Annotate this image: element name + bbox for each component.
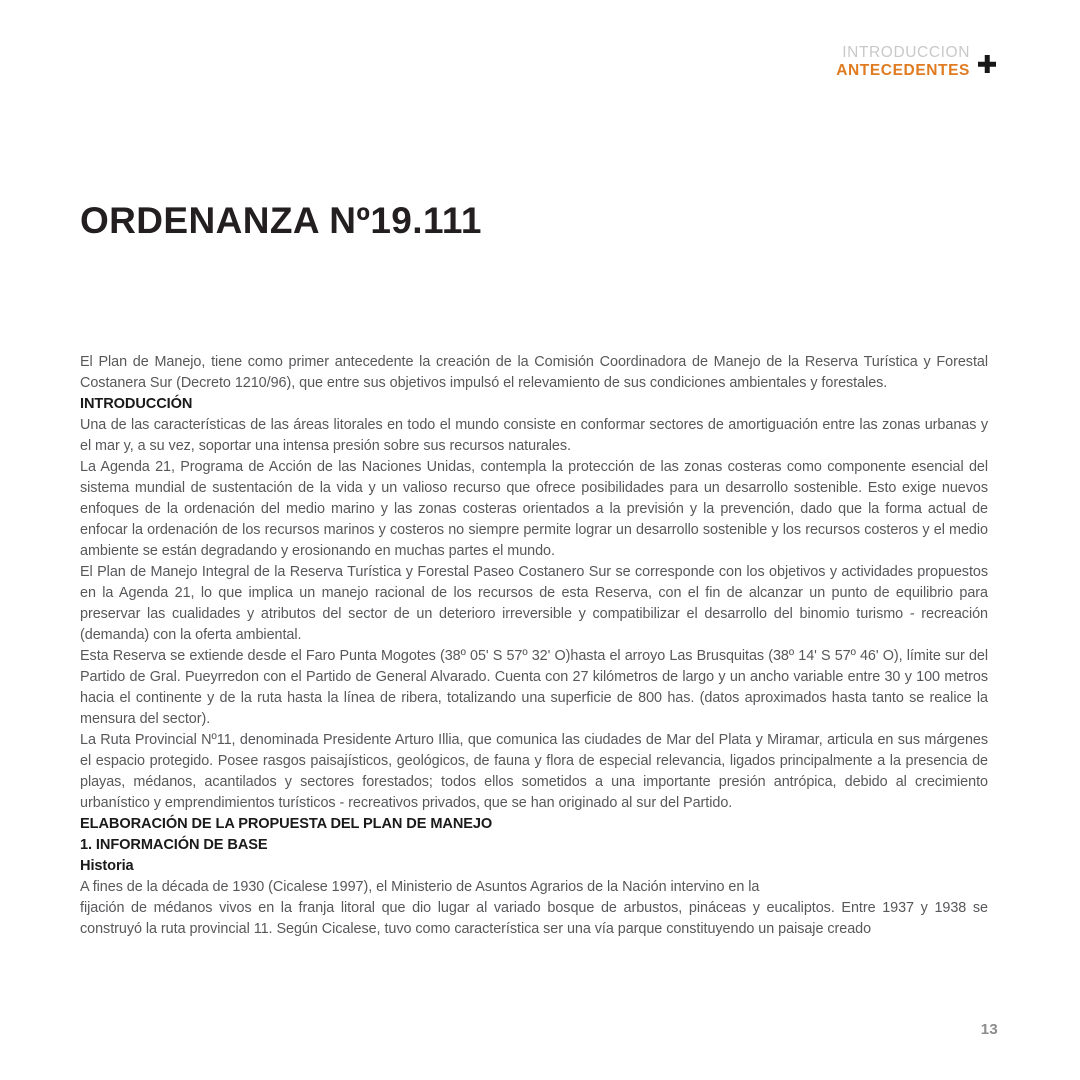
heading-informacion-de-base: 1. INFORMACIÓN DE BASE: [80, 837, 268, 853]
paragraph-extension-reserva: Esta Reserva se extiende desde el Faro Punta Mogotes (38º 05' S 57º 32' O)hasta el arroyo Las Brusquitas (38º 14' S 57º 46' O), límite sur del Partido de Gral. Pueyrredon con el Partido de General Alvarado. Cuenta con 27 kilómetros de largo y un ancho variable entre 30 y 100 metros hacia el continente y de la ruta hasta la línea de ribera, totalizando una superficie de 800 has. (datos aproximados hasta tanto se realice la mensura del sector).: [80, 648, 988, 727]
page-header: [836, 44, 998, 81]
paragraph-historia-line-1: A fines de la década de 1930 (Cicalese 1997), el Ministerio de Asuntos Agrarios de la Nación intervino en la: [80, 879, 760, 895]
heading-elaboracion-propuesta: ELABORACIÓN DE LA PROPUESTA DEL PLAN DE MANEJO: [80, 816, 493, 832]
paragraph-historia-line-2: fijación de médanos vivos en la franja litoral que dio lugar al variado bosque de arbustos, pináceas y eucaliptos. Entre 1937 y 1938 se construyó la ruta provincial 11. Según Cicalese, tuvo como característica ser una vía parque constituyendo un paisaje creado: [80, 900, 988, 937]
header-section-labels: [836, 44, 970, 81]
heading-historia: Historia: [80, 858, 134, 874]
document-body: [80, 352, 988, 940]
page-title: ORDENANZA Nº19.111: [80, 200, 482, 241]
paragraph-agenda-21: La Agenda 21, Programa de Acción de las Naciones Unidas, contempla la protección de las zonas costeras como componente esencial del sistema mundial de sustentación de la vida y un valioso recurso que ofrece posibilidades para un desarrollo sostenible. Esto exige nuevos enfoques de la ordenación del medio marino y las zonas costeras orientados a la previsión y la prevención, dado que la forma actual de enfocar la ordenación de los recursos marinos y costeros no siempre permite lograr un desarrollo sostenible y los recursos costeros y el medio ambiente se están degradando y erosionando en muchas partes el mundo.: [80, 459, 988, 559]
paragraph-ruta-provincial: La Ruta Provincial Nº11, denominada Presidente Arturo Illia, que comunica las ciudades de Mar del Plata y Miramar, articula en sus márgenes el espacio protegido. Posee rasgos paisajísticos, geológicos, de fauna y flora de especial relevancia, ligados principalmente a la presencia de playas, médanos, acantilados y sectores forestados; todos ellos sometidos a una importante presión antrópica, debido al crecimiento urbanístico y emprendimientos turísticos - recreativos privados, que se han originado al sur del Partido.: [80, 732, 988, 811]
heading-introduccion: INTRODUCCIÓN: [80, 396, 193, 412]
header-section-antecedentes: ANTECEDENTES: [836, 62, 970, 80]
page-number: 13: [980, 1021, 998, 1038]
plus-icon: [976, 53, 998, 75]
paragraph-plan-manejo-integral: El Plan de Manejo Integral de la Reserva Turística y Forestal Paseo Costanero Sur se corresponde con los objetivos y actividades propuestos en la Agenda 21, lo que implica un manejo racional de los recursos de esta Reserva, con el fin de alcanzar un punto de equilibrio para preservar las cualidades y atributos del sector de un deterioro irreversible y compatibilizar el desarrollo del binomio turismo - recreación (demanda) con la oferta ambiental.: [80, 564, 988, 643]
header-section-introduccion: INTRODUCCION: [842, 44, 970, 61]
paragraph-antecedente: El Plan de Manejo, tiene como primer antecedente la creación de la Comisión Coordinadora de Manejo de la Reserva Turística y Forestal Costanera Sur (Decreto 1210/96), que entre sus objetivos impulsó el relevamiento de sus condiciones ambientales y forestales.: [80, 354, 988, 391]
paragraph-caracteristicas-litorales: Una de las características de las áreas litorales en todo el mundo consiste en conformar sectores de amortiguación entre las zonas urbanas y el mar y, a su vez, soportar una intensa presión sobre sus recursos naturales.: [80, 417, 988, 454]
